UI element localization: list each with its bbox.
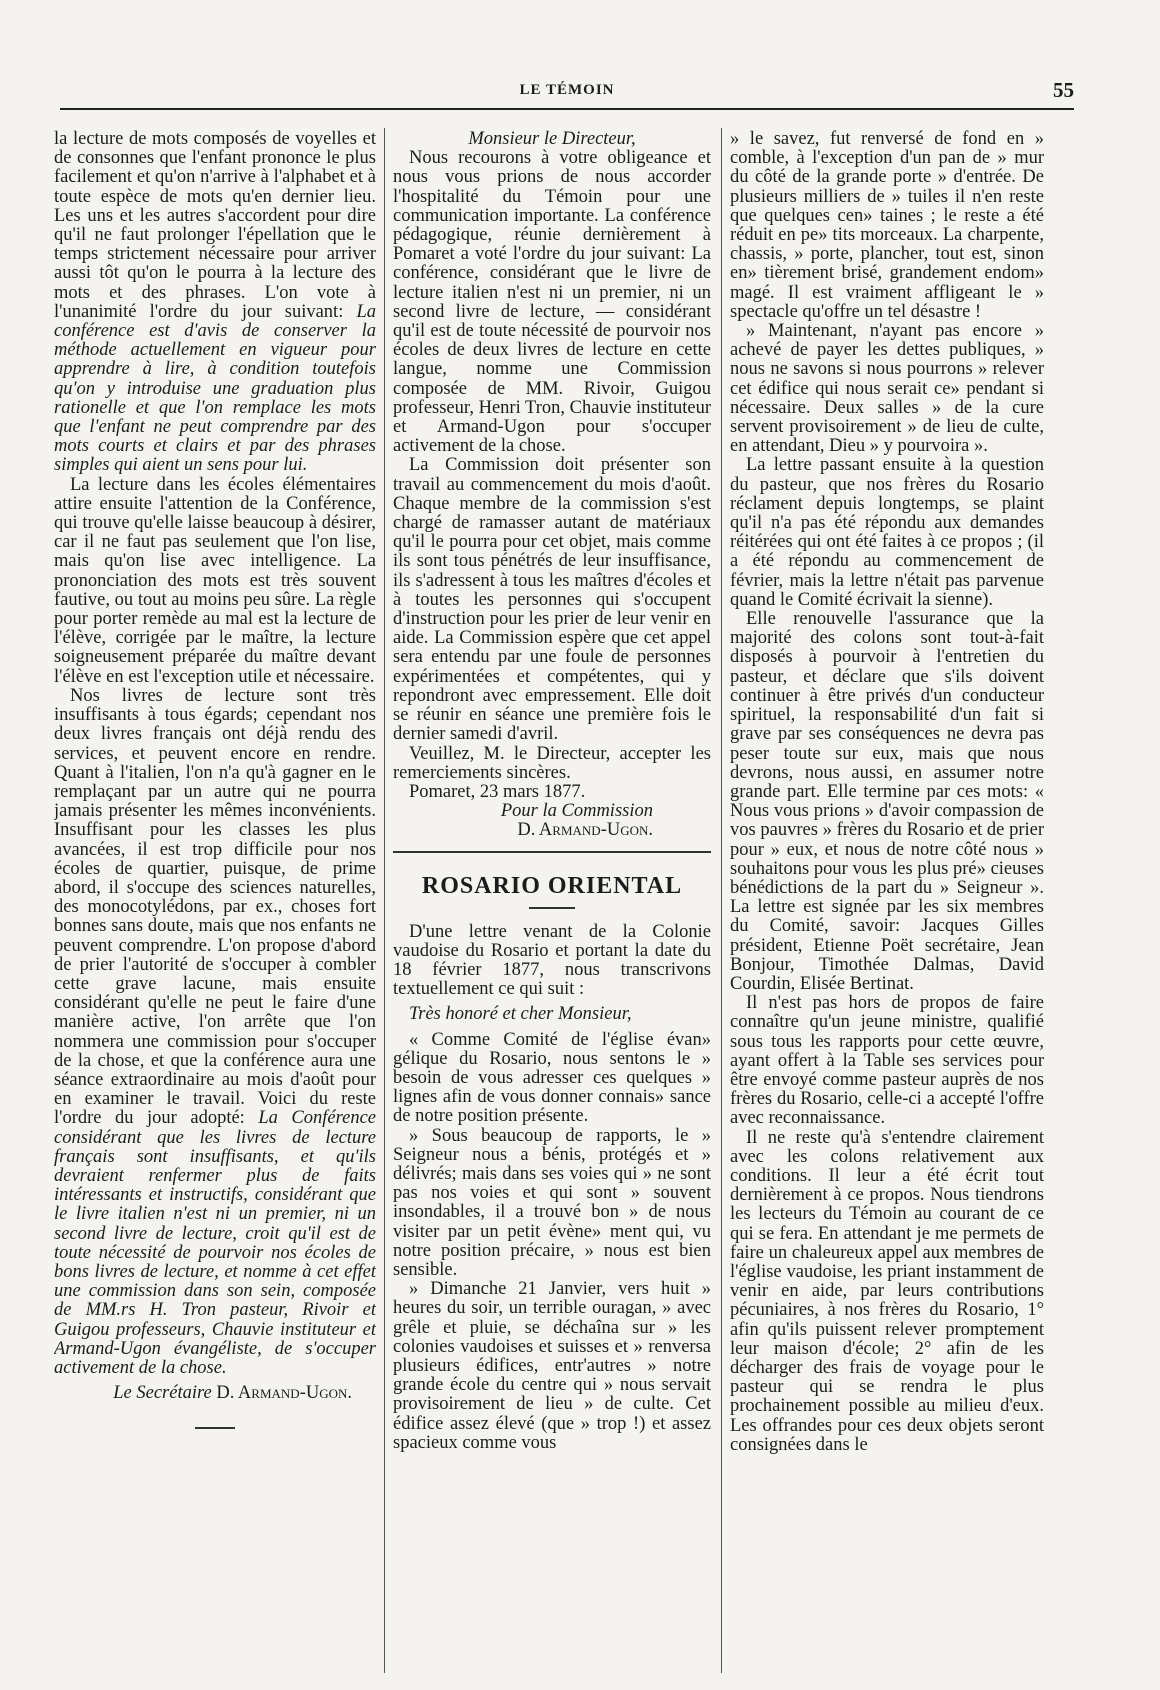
quote-paragraph: « Comme Comité de l'église évan» gélique du Rosario, nous sentons le » besoin de vous adresser ces quelques » lignes afin de vous donner connais» sance de notre position présente.	[393, 1029, 711, 1127]
page-number: 55	[1053, 78, 1074, 102]
paragraph: La lettre passant ensuite à la question du pasteur, que nos frères du Rosario réclament depuis longtemps, se plaint qu'il n'a pas été répondu aux demandes réitérées qui ont été faites à ce propos ; (il a été répondu au commencement de février, mais la lettre n'était pas parvenue quand le Comité écrivait la sienne).	[730, 455, 1044, 610]
title-rule	[529, 907, 575, 909]
paragraph	[54, 687, 376, 1378]
column-1	[54, 130, 376, 1685]
column-separator	[384, 128, 385, 1673]
signature-role: Le Secrétaire	[113, 1383, 212, 1404]
quote-paragraph: » Maintenant, n'ayant pas encore » achevé de payer les dettes publiques, » nous ne savons si nous pourrons » relever cet édifice qui nous serait ce» pendant si nécessaire. Deux salles » de la cure servent provisoirement » de lieu de culte, en attendant, Dieu » y pourvoira ».	[730, 321, 1044, 457]
paragraph: Elle renouvelle l'assurance que la majorité des colons sont tout-à-fait disposés à pourvoir à l'entretien du pasteur, et déclare que s'ils doivent continuer à être privés d'un conducteur spirituel, la responsabilité d'un fait si grave par ses conséquences ne devra pas peser toute sur eux, mais que nous devrons, nous aussi, en assumer notre grande part. Elle termine par ces mots: « Nous vous prions » d'avoir compassion de vos pauvres » frères du Rosario et de prier pour » eux, et nous de notre côté nous » souhaitons pour vous les plus pré» cieuses bénédictions de la part du » Seigneur ». La lettre est signée par les six membres du Comité, savoir: Jacques Gilles président, Etienne Poët secrétaire, Jean Bonjour, Timothée Dalmas, David Courdin, Elisée Bertinat.	[730, 609, 1044, 994]
quote-paragraph: » Sous beaucoup de rapports, le » Seigneur nous a bénis, protégés et » délivrés; mais dans ses voies qui » ne sont pas nos voies et qui sont » souvent insondables, il a trouvé bon » de nous visiter par un petit évène» ment qui, vu notre position précaire, » nous est bien sensible.	[393, 1125, 711, 1280]
end-rule	[195, 1427, 235, 1429]
section-title: ROSARIO ORIENTAL	[421, 872, 683, 899]
paragraph: La Commission doit présenter son travail au commencement du mois d'août. Chaque membre de la commission s'est chargé de ramasser autant de matériaux qu'il le pourra pour cet objet, mais comme ils sont tous pénétrés de leur insuffisance, ils s'adressent à tous les maîtres d'écoles et à toutes les personnes qui s'occupent d'instruction pour les prier de leur venir en aide. La Commission espère que cet appel sera entendu par une foule de personnes expérimentées et compétentes, qui y repondront avec empressement. Elle doit se réunir en séance une première fois le dernier samedi d'avril.	[393, 455, 711, 745]
section-rule	[393, 851, 711, 853]
signature-name: D. Armand-Ugon.	[216, 1383, 352, 1404]
place-date: Pomaret, 23 mars 1877.	[409, 781, 586, 802]
running-title: LE TÉMOIN	[519, 82, 615, 98]
signature	[54, 1384, 376, 1403]
paragraph: Il n'est pas hors de propos de faire connaître qu'un jeune ministre, qualifié sous tous les rapports pour cette œuvre, ayant offert à la Table ses services pour être envoyé comme pasteur auprès de nos frères du Rosario, celle-ci a accepté l'offre avec reconnaissance.	[730, 993, 1044, 1129]
quote-paragraph: » Dimanche 21 Janvier, vers huit » heures du soir, un terrible ouragan, » avec grêle et pluie, se déchaîna sur » les colonies vaudoises et suisses et » renversa plusieurs édifices, entr'autres » notre grande école du centre qui » nous servait provisoirement de lieu » de culte. Cet édifice assez élevé (que » trop !) et assez spacieux comme vous	[393, 1279, 711, 1453]
paragraph-text: la lecture de mots composés de voyelles et de consonnes que l'enfant prononce le plus facilement et qu'on n'arrive à l'alphabet et à toute espèce de mots qu'en dernier lieu. Les uns et les autres s'accordent pour dire qu'il ne faut prolonger l'épellation que le temps strictement nécessaire pour arriver aussi tôt qu'on le pourra à la lecture des mots et des phrases. L'on vote à l'unanimité l'ordre du jour suivant:	[54, 130, 376, 322]
quote-paragraph: » le savez, fut renversé de fond en » comble, à l'exception d'un pan de » mur du côté de la grande porte » d'entrée. De plusieurs milliers de » tuiles il n'en reste que quelques cen» taines ; le reste a été réduit en pe» tits morceaux. La charpente, chassis, » porte, plancher, tout est, sinon en» tièrement brisé, grandement endom» magé. Il est vraiment affligeant le » spectacle qu'offre un tel désastre !	[730, 130, 1044, 322]
salutation: Monsieur le Directeur,	[468, 130, 636, 149]
signature-name: D. Armand-Ugon.	[517, 820, 653, 841]
paragraph: Nous recourons à votre obligeance et nous vous prions de nous accorder l'hospitalité du Témoin pour une communication importante. La conférence pédagogique, réunie dernièrement à Pomaret a voté l'ordre du jour suivant: La conférence, considérant que le livre de lecture italien n'est ni un premier, ni un second livre de lecture, — considérant qu'il est de toute nécessité de pourvoir nos écoles de deux livres de lecture en cette langue, nomme une Commission composée de MM. Rivoir, Guigou professeur, Henri Tron, Chauvie instituteur et Armand-Ugon pour s'occuper activement de la chose.	[393, 148, 711, 457]
paragraph: D'une lettre venant de la Colonie vaudoise du Rosario et portant la date du 18 février 1877, nous transcrivons textuellement ce qui suit :	[393, 921, 711, 1000]
paragraph: Veuillez, M. le Directeur, accepter les remerciements sincères.	[393, 743, 711, 783]
italic-resolution: La Conférence considérant que les livres de lecture français sont insuffisants, et qu'ils devraient renfermer plus de faits intéressants et instructifs, considérant que le livre italien n'est ni un premier, ni un second livre de lecture, croit qu'il est de toute nécessité de pourvoir nos écoles de bons livres de lecture, et nomme à cet effet une commission dans son sein, composée de MM.rs H. Tron pasteur, Rivoir et Guigou professeurs, Chauvie instituteur et Armand-Ugon évangéliste, de s'occuper activement de la chose.	[54, 1108, 376, 1378]
column-3	[730, 130, 1044, 1685]
paragraph: La lecture dans les écoles élémentaires attire ensuite l'attention de la Conférence, qui trouve qu'elle laisse beaucoup à désirer, car il ne faut pas seulement que l'on lise, mais qu'on lise avec intelligence. La prononciation des mots est très souvent fautive, ou tout au moins peu sûre. La règle pour porter remède au mal est la lecture de l'élève, corrigée par le maître, la lecture soigneusement préparée du maître devant l'élève en est l'exception utile et nécessaire.	[54, 474, 376, 687]
page-header	[60, 78, 1074, 102]
letter-salutation: Très honoré et cher Monsieur,	[409, 1004, 632, 1025]
paragraph: Il ne reste qu'à s'entendre clairement avec les colons relativement aux conditions. Il leur a été écrit tout dernièrement à ce propos. Nous tiendrons les lecteurs du Témoin au courant de ce qui se fera. En attendant je me permets de faire un chaleureux appel aux membres de l'église vaudoise, les priant instamment de venir en aide, par leurs contributions pécuniaires, à nos frères du Rosario, 1° afin qu'ils puissent relever promptement leur maison d'école; 2° afin de les décharger des frais de voyage pour le pasteur qui se rendra le plus prochainement possible au milieu d'eux. Les offrandes pour ces deux objets seront consignées dans le	[730, 1127, 1044, 1455]
paragraph	[54, 130, 376, 476]
italic-resolution: La conférence est d'avis de conserver la méthode actuellement en vigueur pour apprendre à lire, à condition toutefois qu'on y introduise une graduation plus rationelle et que l'on remplace les mots que l'enfant ne peut comprendre par des mots courts et clairs et par des phrases simples qui aient un sens pour lui.	[54, 301, 376, 476]
signature-role: Pour la Commission	[500, 801, 653, 822]
paragraph-text: Nos livres de lecture sont très insuffisants à tous égards; cependant nos deux livres français ont déjà rendu des services, et peuvent encore en rendre. Quant à l'italien, l'on n'a qu'à gagner en le remplaçant par un autre qui ne pourra jamais présenter les mêmes inconvénients. Insuffisant pour les classes les plus avancées, il est trop difficile pour nos écoles de quartier, puisque, de prime abord, il s'occupe des sciences naturelles, des monocotylédons, par ex., choses fort bonnes sans doute, mais que nos enfants ne peuvent comprendre. L'on propose d'abord de prier l'autorité de s'occuper à combler cette grave lacune, mais ensuite considérant qu'elle ne peut le faire d'une manière active, l'on arrête que l'on nommera une commission pour s'occuper de la chose, et que la conférence aura une séance extraordinaire au mois d'août pour en examiner le travail. Voici du reste l'ordre du jour adopté:	[54, 685, 376, 1129]
column-2	[393, 130, 711, 1685]
header-rule	[60, 108, 1074, 110]
column-separator	[721, 128, 722, 1673]
